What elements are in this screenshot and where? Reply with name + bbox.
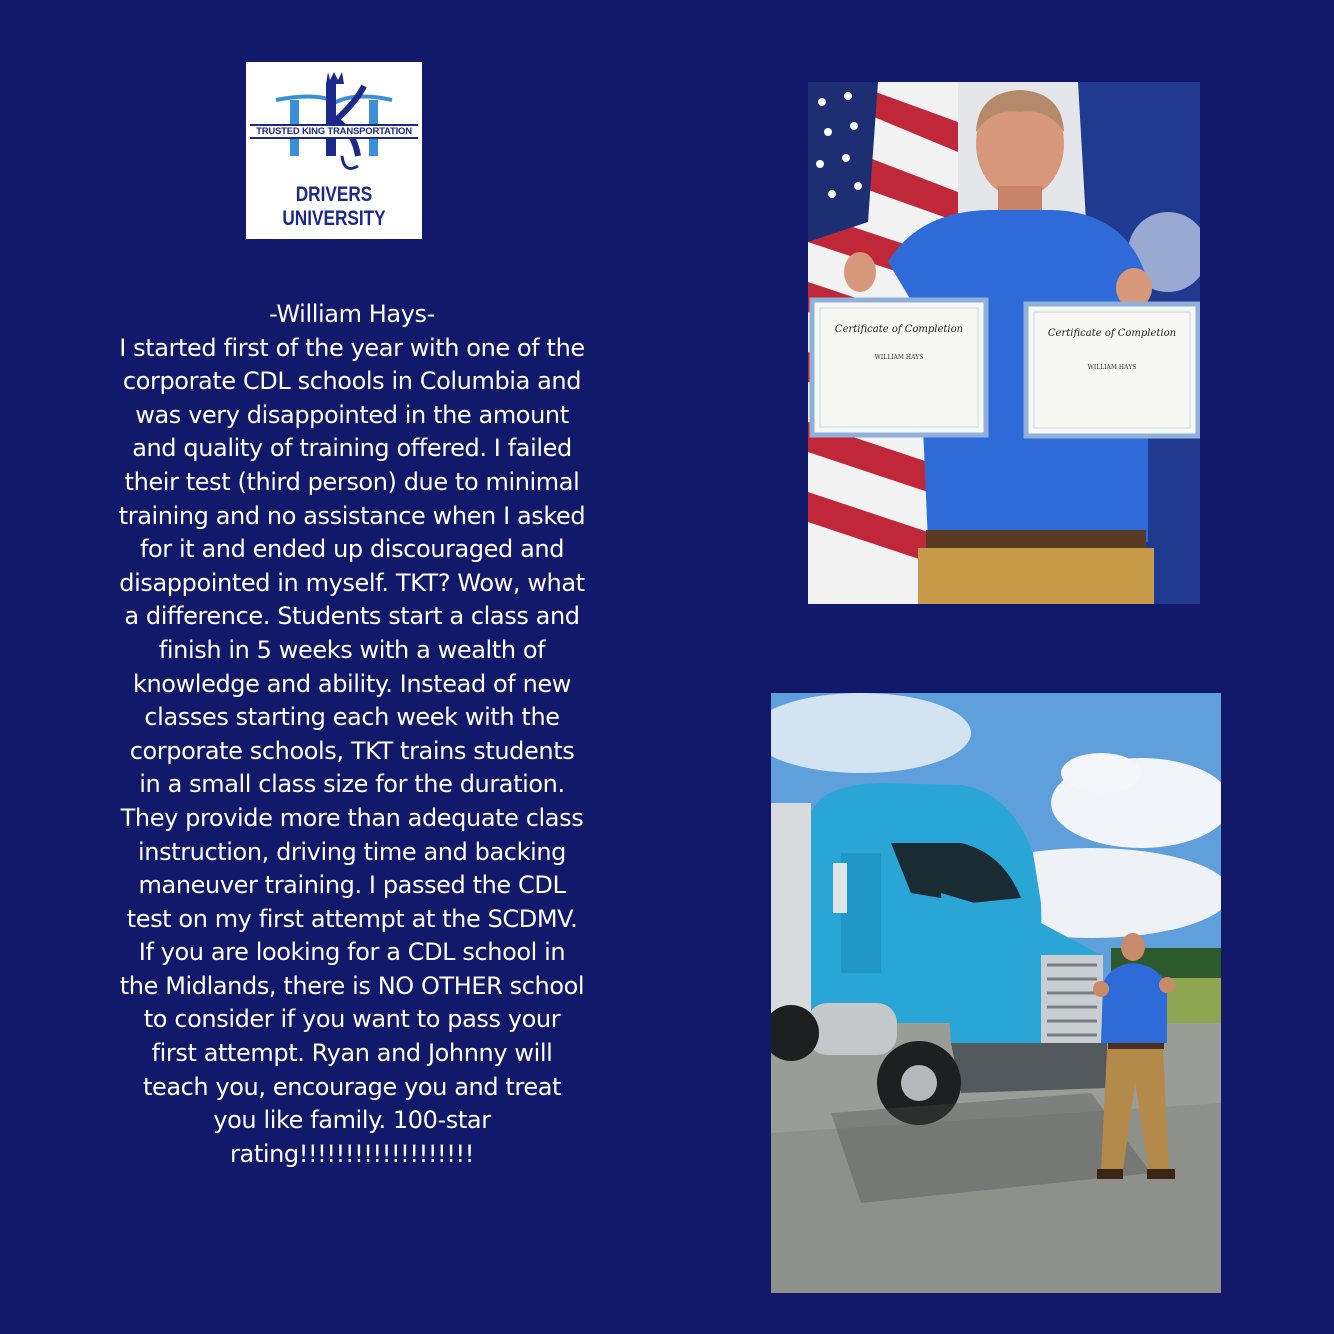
truck-photo-illustration bbox=[771, 693, 1221, 1293]
certificate-title-left: Certificate of Completion bbox=[834, 324, 964, 335]
testimonial-body: I started first of the year with one of the corporate CDL schools in Columbia and was very disappointed in the amount and quality of training offered. I failed their test (third person) due to minimal training and no assistance when I asked for it and ended up discouraged and disappointed in myself. TKT? Wow, what a difference. Students start a class and finish in 5 weeks with a wealth of knowledge and ability. Instead of new classes starting each week with the corporate schools, TKT trains students in a small class size for the duration. They provide more than adequate class instruction, driving time and backing maneuver training. I passed the CDL test on my first attempt at the SCDMV. If you are looking for a CDL school in the Midlands, there is NO OTHER school to consider if you want to pass your first attempt. Ryan and Johnny will teach you, encourage you and treat you like family. 100-star rating!!!!!!!!!!!!!!!!!!! bbox=[118, 333, 586, 1168]
testimonial-author: -William Hays- bbox=[269, 300, 435, 328]
certificate-title-right: Certificate of Completion bbox=[1047, 328, 1177, 339]
logo-brand-name: TRUSTED KING TRANSPORTATION bbox=[250, 124, 418, 139]
certificate-name-left: WILLIAM HAYS bbox=[874, 354, 924, 361]
logo-line-drivers: DRIVERS bbox=[295, 183, 373, 206]
certificates-photo bbox=[808, 82, 1200, 604]
certificates-photo-illustration bbox=[808, 82, 1200, 604]
truck-photo bbox=[771, 693, 1221, 1293]
testimonial bbox=[118, 298, 586, 1171]
tkt-logo bbox=[246, 62, 422, 239]
certificate-name-right: WILLIAM HAYS bbox=[1087, 364, 1137, 371]
logo-line-university: UNIVERSITY bbox=[282, 207, 386, 230]
